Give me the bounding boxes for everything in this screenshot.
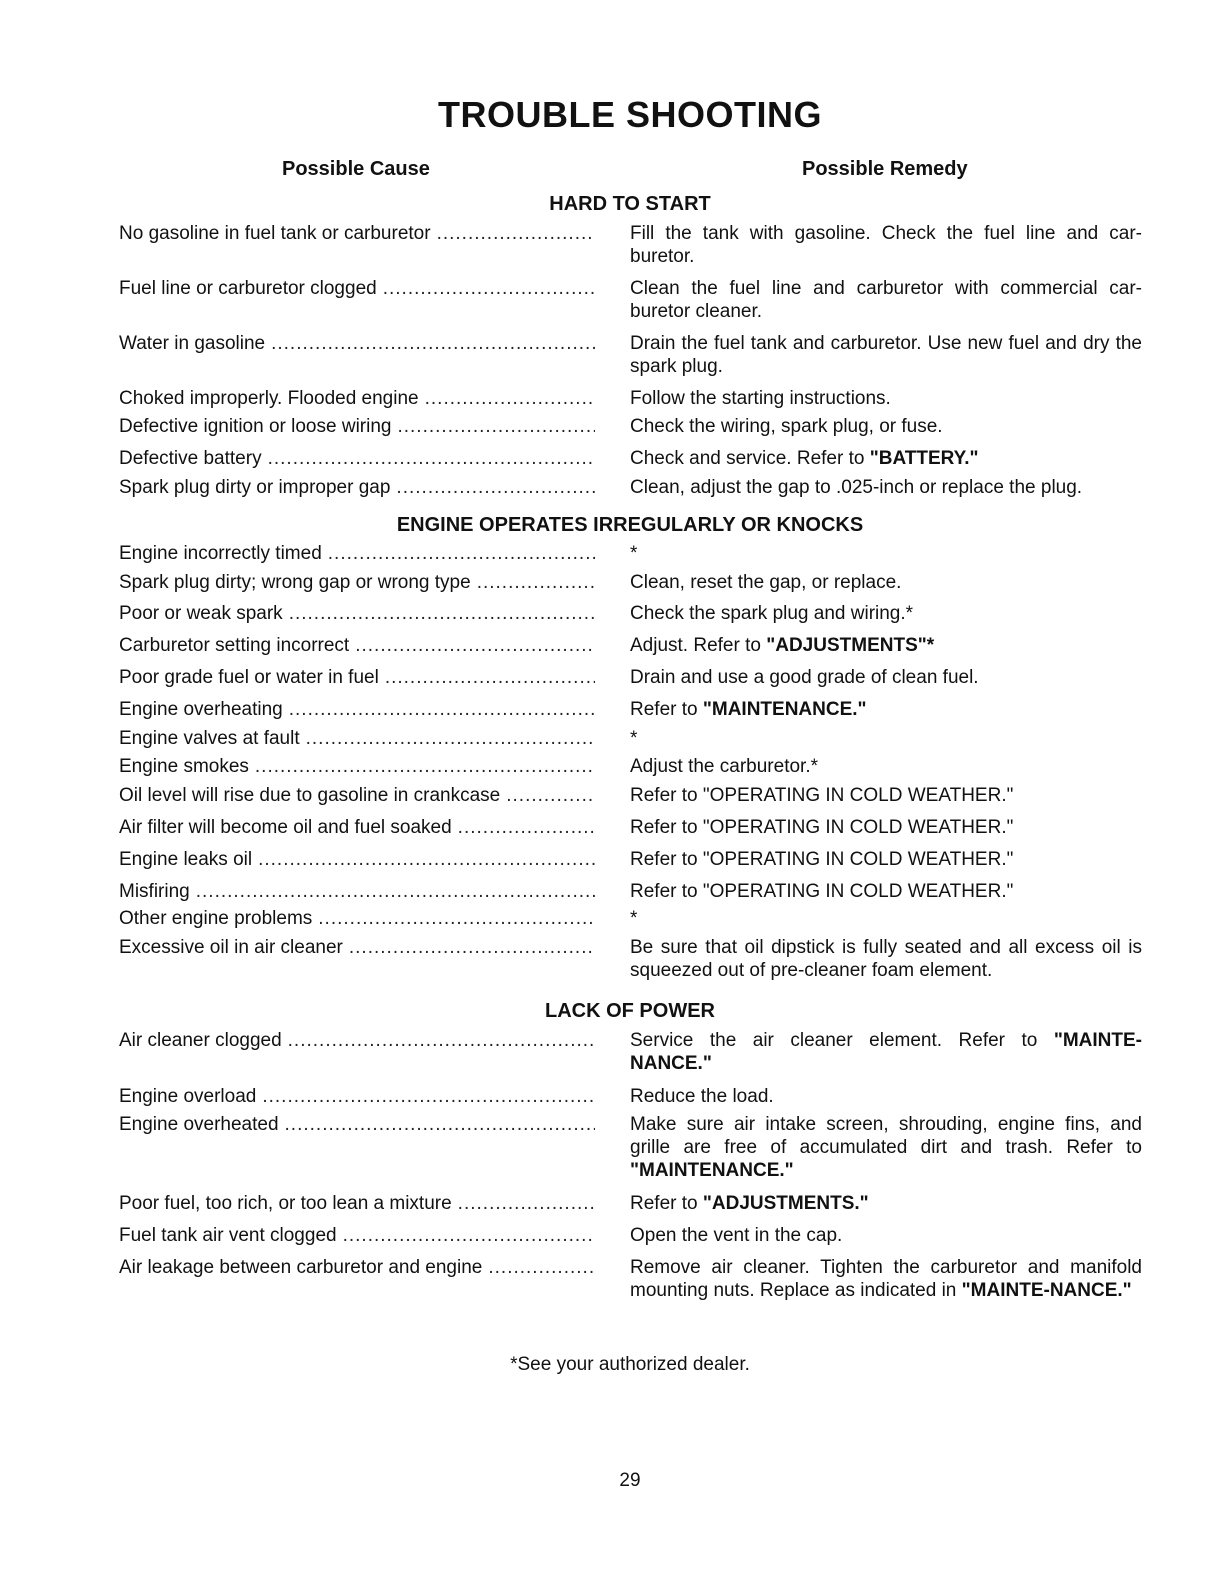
possible-cause <box>119 332 595 355</box>
cause-text: Engine incorrectly timed <box>119 543 322 564</box>
possible-remedy <box>630 447 1142 470</box>
remedy-text: Reduce the load. <box>630 1086 774 1107</box>
possible-cause <box>119 387 595 410</box>
possible-cause <box>119 1085 595 1108</box>
possible-cause <box>119 1192 595 1215</box>
dot-leader <box>488 1256 595 1279</box>
remedy-text: Refer to "OPERATING IN COLD WEATHER." <box>630 849 1014 870</box>
dot-leader <box>268 447 595 470</box>
remedy-text: * <box>630 728 638 749</box>
possible-remedy <box>630 666 1142 689</box>
possible-remedy <box>630 387 1142 410</box>
possible-remedy <box>630 476 1142 499</box>
possible-remedy <box>630 1113 1142 1182</box>
cause-text: Fuel tank air vent clogged <box>119 1225 337 1246</box>
remedy-text: Be sure that oil dipstick is fully seated and all excess oil is squeezed out of pre-cleaner foam element. <box>630 937 1142 981</box>
remedy-text: Refer to <box>630 1193 703 1214</box>
cause-text: Excessive oil in air cleaner <box>119 937 343 958</box>
possible-cause <box>119 880 595 903</box>
cause-text: Spark plug dirty; wrong gap or wrong type <box>119 572 471 593</box>
dot-leader <box>437 222 595 245</box>
column-header-cause: Possible Cause <box>282 158 430 180</box>
remedy-reference: "BATTERY." <box>869 448 979 469</box>
dot-leader <box>196 880 595 903</box>
possible-remedy <box>630 571 1142 594</box>
possible-remedy <box>630 1192 1142 1215</box>
dot-leader <box>506 784 595 807</box>
section-heading: LACK OF POWER <box>545 1000 715 1022</box>
cause-text: Engine leaks oil <box>119 849 253 870</box>
remedy-text: Open the vent in the cap. <box>630 1225 843 1246</box>
remedy-reference: "ADJUSTMENTS." <box>702 1193 869 1214</box>
possible-remedy <box>630 936 1142 982</box>
remedy-text: Clean, adjust the gap to .025-inch or replace the plug. <box>630 477 1083 498</box>
cause-text: Poor grade fuel or water in fuel <box>119 667 379 688</box>
cause-text: Engine overload <box>119 1086 257 1107</box>
possible-remedy <box>630 602 1142 625</box>
remedy-text: Clean, reset the gap, or replace. <box>630 572 902 593</box>
remedy-text: Drain the fuel tank and carburetor. Use new fuel and dry the spark plug. <box>630 333 1142 377</box>
possible-remedy <box>630 880 1142 903</box>
possible-remedy <box>630 1029 1142 1075</box>
possible-cause <box>119 542 595 565</box>
remedy-text: Check and service. Refer to <box>630 448 870 469</box>
dot-leader <box>285 1113 595 1136</box>
cause-text: Engine smokes <box>119 756 249 777</box>
remedy-text: Remove air cleaner. Tighten the carburetor and manifold mounting nuts. Replace as indicated in <box>630 1257 1142 1301</box>
dot-leader <box>288 1029 595 1052</box>
dot-leader <box>318 907 595 930</box>
possible-cause <box>119 936 595 959</box>
page-number: 29 <box>619 1470 641 1491</box>
cause-text: Fuel line or carburetor clogged <box>119 278 377 299</box>
possible-cause <box>119 727 595 750</box>
possible-remedy <box>630 848 1142 871</box>
dot-leader <box>343 1224 595 1247</box>
page-title: TROUBLE SHOOTING <box>438 94 822 135</box>
possible-cause <box>119 755 595 778</box>
possible-cause <box>119 1224 595 1247</box>
remedy-text: Adjust. Refer to <box>630 635 767 656</box>
cause-text: Defective battery <box>119 448 262 469</box>
dot-leader <box>328 542 595 565</box>
remedy-reference: "MAINTE-NANCE." <box>630 1030 1142 1074</box>
possible-cause <box>119 222 595 245</box>
remedy-text: Refer to "OPERATING IN COLD WEATHER." <box>630 785 1014 806</box>
possible-remedy <box>630 277 1142 323</box>
cause-text: Choked improperly. Flooded engine <box>119 388 419 409</box>
remedy-text: Drain and use a good grade of clean fuel. <box>630 667 979 688</box>
remedy-reference: "MAINTE-NANCE." <box>961 1280 1132 1301</box>
dot-leader <box>271 332 595 355</box>
possible-remedy <box>630 698 1142 721</box>
remedy-text: Adjust the carburetor.* <box>630 756 818 777</box>
cause-text: Air cleaner clogged <box>119 1030 282 1051</box>
remedy-reference: "MAINTENANCE." <box>702 699 867 720</box>
possible-remedy <box>630 755 1142 778</box>
remedy-text: Make sure air intake screen, shrouding, engine fins, and grille are free of accumulated dirt and trash. Refer to <box>630 1114 1142 1158</box>
possible-cause <box>119 476 595 499</box>
dot-leader <box>477 571 595 594</box>
cause-text: Misfiring <box>119 881 190 902</box>
possible-cause <box>119 602 595 625</box>
possible-cause <box>119 277 595 300</box>
cause-text: Defective ignition or loose wiring <box>119 416 392 437</box>
possible-cause <box>119 698 595 721</box>
possible-remedy <box>630 1256 1142 1302</box>
possible-remedy <box>630 1085 1142 1108</box>
dot-leader <box>458 1192 595 1215</box>
possible-cause <box>119 634 595 657</box>
dot-leader <box>385 666 595 689</box>
cause-text: Other engine problems <box>119 908 313 929</box>
possible-remedy <box>630 1224 1142 1247</box>
remedy-text: Fill the tank with gasoline. Check the fuel line and car-buretor. <box>630 223 1142 267</box>
dot-leader <box>289 698 595 721</box>
cause-text: Oil level will rise due to gasoline in crankcase <box>119 785 501 806</box>
possible-remedy <box>630 542 1142 565</box>
footnote: *See your authorized dealer. <box>510 1354 750 1375</box>
remedy-text: * <box>630 543 638 564</box>
dot-leader <box>397 415 595 438</box>
cause-text: No gasoline in fuel tank or carburetor <box>119 223 431 244</box>
dot-leader <box>396 476 595 499</box>
cause-text: Engine overheated <box>119 1114 279 1135</box>
dot-leader <box>383 277 595 300</box>
possible-remedy <box>630 634 1142 657</box>
possible-remedy <box>630 415 1142 438</box>
dot-leader <box>425 387 595 410</box>
remedy-reference: "ADJUSTMENTS"* <box>766 635 935 656</box>
dot-leader <box>255 755 595 778</box>
remedy-reference: "MAINTENANCE." <box>630 1160 794 1181</box>
dot-leader <box>349 936 595 959</box>
remedy-text: Follow the starting instructions. <box>630 388 891 409</box>
remedy-text: Service the air cleaner element. Refer to <box>630 1030 1054 1051</box>
possible-cause <box>119 571 595 594</box>
dot-leader <box>289 602 595 625</box>
dot-leader <box>258 848 595 871</box>
cause-text: Engine valves at fault <box>119 728 300 749</box>
dot-leader <box>458 816 595 839</box>
possible-remedy <box>630 332 1142 378</box>
cause-text: Air filter will become oil and fuel soaked <box>119 817 452 838</box>
possible-cause <box>119 816 595 839</box>
column-header-remedy: Possible Remedy <box>802 158 968 180</box>
possible-remedy <box>630 222 1142 268</box>
remedy-text: Refer to "OPERATING IN COLD WEATHER." <box>630 881 1014 902</box>
remedy-text: Clean the fuel line and carburetor with commercial car-buretor cleaner. <box>630 278 1142 322</box>
possible-cause <box>119 1256 595 1279</box>
section-heading: ENGINE OPERATES IRREGULARLY OR KNOCKS <box>396 514 864 536</box>
cause-text: Water in gasoline <box>119 333 266 354</box>
cause-text: Poor fuel, too rich, or too lean a mixture <box>119 1193 452 1214</box>
possible-remedy <box>630 784 1142 807</box>
dot-leader <box>306 727 595 750</box>
possible-cause <box>119 848 595 871</box>
dot-leader <box>355 634 595 657</box>
possible-cause <box>119 447 595 470</box>
cause-text: Poor or weak spark <box>119 603 283 624</box>
possible-cause <box>119 1029 595 1052</box>
possible-cause <box>119 415 595 438</box>
remedy-text: * <box>630 908 638 929</box>
possible-cause <box>119 666 595 689</box>
cause-text: Air leakage between carburetor and engine <box>119 1257 483 1278</box>
cause-text: Spark plug dirty or improper gap <box>119 477 391 498</box>
remedy-text: Check the spark plug and wiring.* <box>630 603 914 624</box>
possible-cause <box>119 1113 595 1136</box>
cause-text: Engine overheating <box>119 699 283 720</box>
section-heading: HARD TO START <box>549 193 711 215</box>
possible-remedy <box>630 907 1142 930</box>
remedy-text: Check the wiring, spark plug, or fuse. <box>630 416 943 437</box>
remedy-text: Refer to "OPERATING IN COLD WEATHER." <box>630 817 1014 838</box>
possible-remedy <box>630 727 1142 750</box>
possible-remedy <box>630 816 1142 839</box>
dot-leader <box>262 1085 595 1108</box>
remedy-text: Refer to <box>630 699 703 720</box>
cause-text: Carburetor setting incorrect <box>119 635 350 656</box>
possible-cause <box>119 784 595 807</box>
possible-cause <box>119 907 595 930</box>
